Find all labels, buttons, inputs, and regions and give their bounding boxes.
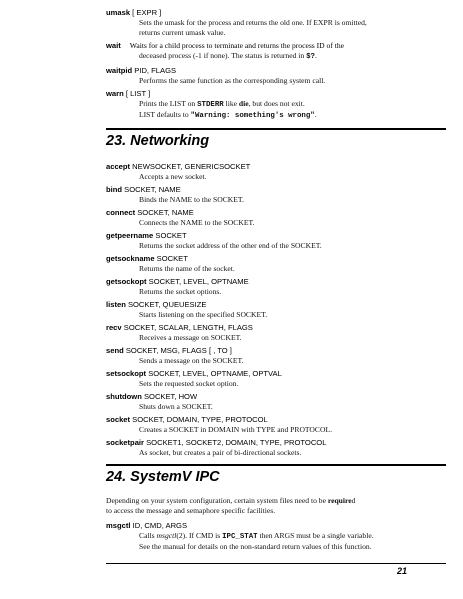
cmd-desc (139, 531, 446, 552)
cmd-args: SOCKET, SCALAR, LENGTH, FLAGS (121, 323, 253, 332)
cmd-args: NEWSOCKET, GENERICSOCKET (130, 162, 251, 171)
section-rule (106, 128, 446, 130)
code-text: "Warning: something's wrong" (190, 112, 315, 121)
desc-line: returns current umask value. (139, 28, 226, 38)
cmd-desc: Binds the NAME to the SOCKET. (139, 195, 244, 204)
cmd-name: accept (106, 162, 131, 171)
cmd-args: SOCKET, LEVEL, OPTNAME, OPTVAL (146, 369, 282, 378)
cmd-desc: Returns the socket address of the other end of the SOCKET. (139, 241, 322, 250)
page-number: 21 (396, 566, 407, 576)
cmd-args: SOCKET, LEVEL, OPTNAME (146, 277, 249, 286)
entry-connect (106, 208, 446, 228)
entry-shutdown (106, 392, 446, 412)
cmd-name: wait (106, 41, 121, 50)
desc-line: (2). If CMD is (176, 531, 223, 540)
entry-socket (106, 415, 446, 435)
entry-getsockname (106, 254, 446, 274)
cmd-args: ID, CMD, ARGS (130, 521, 188, 530)
desc-line: Calls (139, 531, 157, 540)
cmd-desc: Performs the same function as the corresponding system call. (139, 76, 326, 85)
cmd-name: bind (106, 185, 123, 194)
cmd-args: SOCKET1, SOCKET2, DOMAIN, TYPE, PROTOCOL (144, 438, 327, 447)
cmd-args: [ LIST ] (123, 89, 151, 98)
desc-line: Waits for a child process to terminate and returns the process ID of the (129, 41, 345, 50)
desc-line: See the manual for details on the non-standard return values of this function. (139, 542, 372, 552)
entry-getsockopt (106, 277, 446, 297)
cmd-name: send (106, 346, 124, 355)
italic-text: msgctl (156, 531, 177, 540)
desc-line: like (223, 99, 239, 108)
cmd-name: umask (106, 8, 131, 17)
cmd-desc: Receives a message on SOCKET. (139, 333, 242, 342)
cmd-args: SOCKET, QUEUESIZE (125, 300, 207, 309)
cmd-name: connect (106, 208, 136, 217)
cmd-desc: Returns the socket options. (139, 287, 222, 296)
section-title-networking: 23. Networking (106, 133, 210, 149)
bold-text: die (238, 99, 249, 108)
code-text: $? (306, 53, 315, 61)
cmd-desc: Sets the requested socket option. (139, 379, 239, 388)
desc-line: . (314, 110, 317, 120)
entry-listen (106, 300, 446, 320)
section-rule (106, 464, 446, 466)
cmd-name: listen (106, 300, 126, 309)
entry-bind (106, 185, 446, 205)
cmd-args: SOCKET, HOW (141, 392, 198, 401)
desc-line: Prints the LIST on (139, 99, 198, 108)
cmd-name: getsockopt (106, 277, 147, 286)
cmd-name: socketpair (106, 438, 144, 447)
cmd-desc: Connects the NAME to the SOCKET. (139, 218, 255, 227)
entry-send (106, 346, 446, 366)
cmd-desc: Starts listening on the specified SOCKET. (139, 310, 268, 319)
footer-rule (106, 563, 446, 564)
cmd-desc: Sends a message on the SOCKET. (139, 356, 244, 365)
cmd-name: getsockname (106, 254, 155, 263)
desc-line: , but does not exit. (248, 99, 305, 108)
ipc-intro-paragraph (106, 496, 436, 516)
cmd-name: msgctl (106, 521, 131, 530)
section-title-systemv-ipc: 24. SystemV IPC (106, 469, 220, 485)
cmd-desc: Accepts a new socket. (139, 172, 207, 181)
cmd-name: shutdown (106, 392, 142, 401)
cmd-name: setsockopt (106, 369, 147, 378)
para-text: Depending on your system configuration, certain system files need to be (106, 496, 328, 505)
code-text: IPC_STAT (222, 533, 258, 541)
para-text: to access the message and semaphore specific facilities. (106, 506, 276, 516)
cmd-name: waitpid (106, 66, 133, 75)
entry-socketpair (106, 438, 446, 458)
cmd-args: SOCKET (154, 254, 188, 263)
desc-line: deceased process (-1 if none). The status is returned in (139, 51, 307, 60)
cmd-desc: Shuts down a SOCKET. (139, 402, 213, 411)
cmd-args: SOCKET, MSG, FLAGS [ , TO ] (123, 346, 232, 355)
desc-line: . (314, 51, 317, 60)
cmd-desc: As socket, but creates a pair of bi-directional sockets. (139, 448, 302, 457)
desc-line: then ARGS must be a single variable. (257, 531, 374, 540)
cmd-args: SOCKET, DOMAIN, TYPE, PROTOCOL (130, 415, 268, 424)
cmd-name: socket (106, 415, 131, 424)
desc-line: LIST defaults to (139, 110, 191, 120)
para-text: d (351, 496, 356, 505)
cmd-name: warn (106, 89, 124, 98)
cmd-desc (139, 51, 446, 62)
cmd-args: SOCKET, NAME (135, 208, 194, 217)
entry-umask (106, 8, 446, 38)
desc-line: Sets the umask for the process and returns the old one. If EXPR is omitted, (139, 18, 367, 27)
code-text: STDERR (197, 101, 224, 109)
cmd-args: SOCKET (153, 231, 187, 240)
cmd-desc: Creates a SOCKET in DOMAIN with TYPE and PROTOCOL. (139, 425, 333, 434)
entry-warn (106, 89, 446, 121)
entry-msgctl (106, 521, 446, 552)
entry-accept (106, 162, 446, 182)
bold-text: require (327, 496, 352, 505)
cmd-args: [ EXPR ] (130, 8, 162, 17)
cmd-args: SOCKET, NAME (122, 185, 181, 194)
entry-wait (106, 41, 446, 62)
entry-getpeername (106, 231, 446, 251)
cmd-desc: Returns the name of the socket. (139, 264, 235, 273)
cmd-name: getpeername (106, 231, 154, 240)
cmd-desc (139, 99, 446, 121)
cmd-desc (139, 18, 446, 38)
entry-waitpid (106, 66, 446, 86)
cmd-name: recv (106, 323, 122, 332)
cmd-args: PID, FLAGS (132, 66, 177, 75)
entry-setsockopt (106, 369, 446, 389)
entry-recv (106, 323, 446, 343)
